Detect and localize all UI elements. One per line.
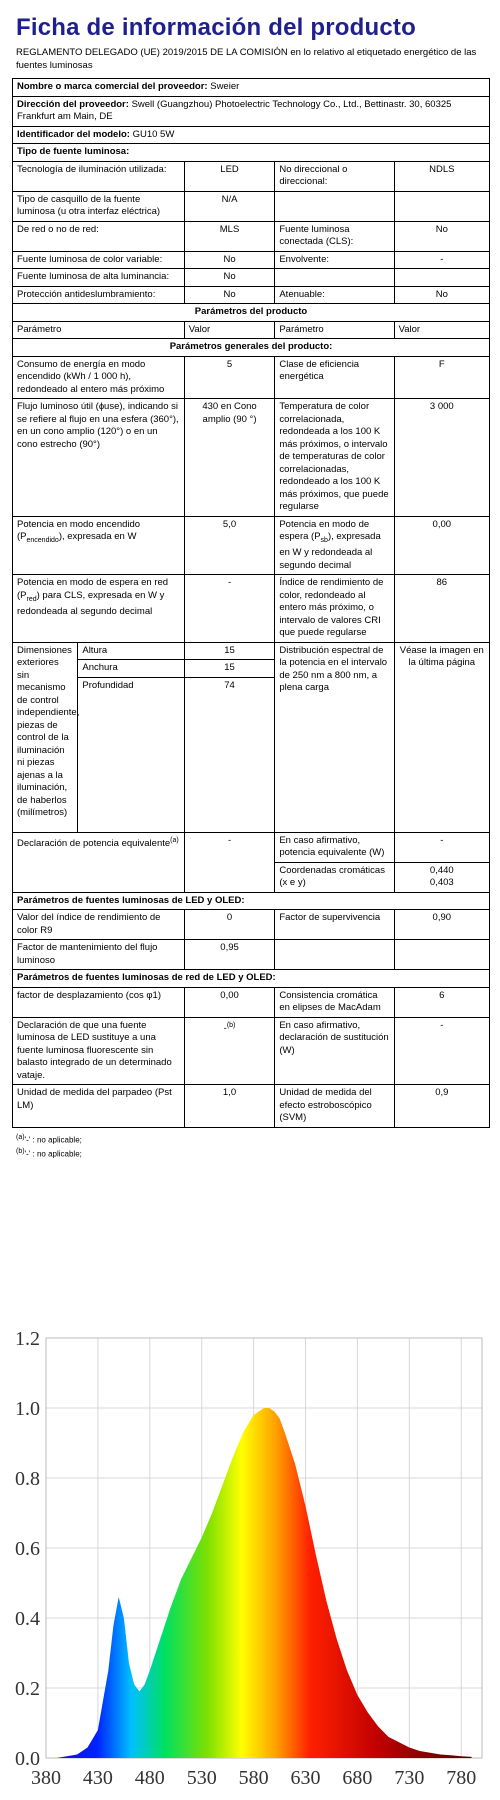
row-value: - — [184, 575, 275, 643]
col-param: Parámetro — [275, 321, 394, 339]
y-tick-label: 0.4 — [15, 1608, 40, 1630]
width-value: 15 — [185, 660, 275, 678]
source-type-heading: Tipo de fuente luminosa: — [13, 144, 490, 162]
row-label: Factor de mantenimiento del flujo luminoso — [13, 940, 185, 970]
x-tick-label: 680 — [342, 1767, 373, 1789]
table-row — [13, 1017, 490, 1085]
row-value: LED — [184, 161, 275, 191]
table-row — [13, 575, 490, 643]
params-heading: Parámetros del producto — [13, 304, 490, 322]
row-label: factor de desplazamiento (cos φ1) — [13, 987, 185, 1017]
height-label: Altura — [78, 643, 184, 660]
row-label — [13, 832, 185, 892]
table-row — [13, 191, 490, 221]
x-tick-label: 430 — [82, 1767, 113, 1789]
row-value — [394, 940, 489, 970]
dimensions-values — [184, 642, 275, 832]
label-part: ), expresada en W — [58, 531, 137, 542]
row-value: 86 — [394, 575, 489, 643]
row-value — [394, 191, 489, 221]
row-label: Fuente luminosa conectada (CLS): — [275, 221, 394, 251]
row-label: Fuente luminosa de color variable: — [13, 251, 185, 269]
row-label: Protección antideslumbramiento: — [13, 286, 185, 304]
label-superscript: (a) — [170, 836, 179, 844]
row-label: Tipo de casquillo de la fuente luminosa (u otra interfaz eléctrica) — [13, 191, 185, 221]
row-label — [275, 191, 394, 221]
footnotes — [16, 1132, 490, 1159]
x-tick-label: 530 — [186, 1767, 217, 1789]
chroma-x: 0,440 — [429, 864, 454, 876]
footnote-b — [16, 1146, 490, 1160]
row-label: De red o no de red: — [13, 221, 185, 251]
row-label: Valor del índice de rendimiento de color R9 — [13, 910, 185, 940]
row-label — [13, 516, 185, 575]
page-title: Ficha de información del producto — [16, 14, 416, 41]
label-part: Declaración de potencia equivalente — [17, 838, 171, 850]
row-label: Unidad de medida del efecto estroboscópico (SVM) — [275, 1085, 394, 1128]
row-value: 1,0 — [184, 1085, 275, 1128]
row-label: Declaración de que una fuente luminosa de LED sustituye a una fuente luminosa fluorescente sin balasto integrado de un determinado vataje. — [13, 1017, 185, 1085]
x-tick-label: 730 — [394, 1767, 425, 1789]
row-value: 0,9 — [394, 1085, 489, 1128]
general-heading: Parámetros generales del producto: — [13, 339, 490, 357]
row-value: 0,90 — [394, 910, 489, 940]
depth-value: 74 — [224, 679, 235, 691]
row-value: - — [394, 251, 489, 269]
regulation-text: REGLAMENTO DELEGADO (UE) 2019/2015 DE LA COMISIÓN en lo relativo al etiquetado energético de las fuentes luminosas — [16, 47, 477, 71]
col-value: Valor — [184, 321, 275, 339]
row-value: 6 — [394, 987, 489, 1017]
supplier-label: Nombre o marca comercial del proveedor: — [17, 81, 208, 92]
table-row — [13, 987, 490, 1017]
row-value: N/A — [184, 191, 275, 221]
label-part: ) para CLS, expresada en W y redondeada al segundo decimal — [17, 589, 165, 618]
row-label: Temperatura de color correlacionada, redondeada a los 100 K más próximos, o intervalo de temperaturas de color correlacionadas, redondeado a los 100 K más próximos, que puede regularse — [275, 399, 394, 517]
row-value: MLS — [184, 221, 275, 251]
row-value: No — [394, 221, 489, 251]
row-value: NDLS — [394, 161, 489, 191]
table-row — [13, 1085, 490, 1128]
table-row — [13, 269, 490, 287]
row-value — [394, 269, 489, 287]
row-value: - — [394, 1017, 489, 1085]
table-row — [13, 832, 490, 862]
model-row — [13, 126, 490, 144]
row-value: - — [184, 832, 275, 892]
row-label: Índice de rendimiento de color, redondeado al entero más próximo, o intervalo de valores CRI que puede regularse — [275, 575, 394, 643]
table-row — [13, 221, 490, 251]
model-label: Identificador del modelo: — [17, 128, 130, 140]
x-tick-label: 630 — [290, 1767, 321, 1789]
col-value: Valor — [394, 321, 489, 339]
dimensions-label: Dimensiones exteriores sin mecanismo de control independiente, piezas de control de la iluminación ni piezas ajenas a la iluminación, de haberlos (milímetros) — [13, 643, 78, 832]
address-row — [13, 96, 490, 126]
table-row — [13, 286, 490, 304]
value-part: - — [223, 1023, 227, 1035]
model-value: GU10 5W — [132, 128, 175, 140]
y-tick-label: 1.2 — [15, 1328, 40, 1350]
row-label: Unidad de medida del parpadeo (Pst LM) — [13, 1085, 185, 1128]
footnote-text: '-' : no aplicable; — [24, 1135, 82, 1145]
row-label: Envolvente: — [275, 251, 394, 269]
footnote-a — [16, 1132, 490, 1146]
y-tick-label: 0.6 — [15, 1538, 40, 1560]
row-value: 0,00 — [394, 516, 489, 575]
depth-label: Profundidad — [82, 679, 134, 691]
row-value: No — [394, 286, 489, 304]
height-value: 15 — [185, 643, 275, 661]
y-tick-label: 1.0 — [15, 1398, 40, 1420]
label-subscript: encendido — [26, 536, 59, 544]
mains-heading: Parámetros de fuentes luminosas de red de LED y OLED: — [13, 970, 490, 988]
label-part: ), expresada en W y redondeada al segundo decimal — [279, 531, 381, 571]
info-table — [12, 78, 490, 1128]
row-label: Consumo de energía en modo encendido (kWh / 1 000 h), redondeado al entero más próximo — [13, 356, 185, 399]
row-label: Tecnología de iluminación utilizada: — [13, 161, 185, 191]
row-value: 3 000 — [394, 399, 489, 517]
label-part: Potencia en modo encendido (P — [17, 518, 141, 542]
label-part: Potencia en modo de espera en red (P — [17, 577, 169, 601]
table-row — [13, 940, 490, 970]
params-column-header — [13, 321, 490, 339]
x-tick-label: 580 — [238, 1767, 269, 1789]
row-label: Factor de supervivencia — [275, 910, 394, 940]
dimensions-subtable — [13, 643, 184, 832]
row-label: Distribución espectral de la potencia en el intervalo de 250 nm a 800 nm, a plena carga — [275, 642, 394, 832]
row-label — [13, 575, 185, 643]
chroma-y: 0,403 — [429, 877, 454, 889]
x-tick-label: 480 — [134, 1767, 165, 1789]
label-part: Potencia en modo de espera (P — [279, 518, 370, 542]
footnote-mark: (b) — [16, 1147, 25, 1155]
led-oled-heading: Parámetros de fuentes luminosas de LED y OLED: — [13, 892, 490, 910]
row-label — [275, 269, 394, 287]
spectrum-chart — [0, 1320, 500, 1800]
table-row — [13, 161, 490, 191]
row-label: Atenuable: — [275, 286, 394, 304]
label-subscript: sb — [320, 536, 328, 544]
row-value: Véase la imagen en la última página — [394, 642, 489, 832]
row-label: En caso afirmativo, declaración de sustitución (W) — [275, 1017, 394, 1085]
table-row — [13, 910, 490, 940]
row-label — [275, 516, 394, 575]
y-tick-label: 0.0 — [15, 1748, 40, 1770]
spectrum-area — [46, 1408, 472, 1758]
row-value: 430 en Cono amplio (90 °) — [184, 399, 275, 517]
row-label: En caso afirmativo, potencia equivalente (W) — [275, 832, 394, 862]
row-value: F — [394, 356, 489, 399]
footnote-text: '-' : no aplicable; — [24, 1149, 82, 1159]
row-value: 0 — [184, 910, 275, 940]
row-label: No direccional o direccional: — [275, 161, 394, 191]
footnote-mark: (a) — [16, 1133, 25, 1141]
row-label: Consistencia cromática en elipses de MacAdam — [275, 987, 394, 1017]
x-tick-label: 380 — [31, 1767, 61, 1789]
row-value — [184, 1017, 275, 1085]
row-label — [275, 940, 394, 970]
table-row — [13, 356, 490, 399]
row-label: Clase de eficiencia energética — [275, 356, 394, 399]
table-row — [13, 251, 490, 269]
row-value: No — [184, 251, 275, 269]
row-label: Flujo luminoso útil (ɸuse), indicando si se refiere al flujo en una esfera (360°), en un cono amplio (120°) o en un cono estrecho (90°) — [13, 399, 185, 517]
y-tick-label: 0.2 — [15, 1678, 40, 1700]
dimensions-cell — [13, 642, 185, 832]
product-info-sheet — [12, 6, 490, 1159]
table-row — [13, 642, 490, 832]
row-value: 0,95 — [184, 940, 275, 970]
address-value: Swell (Guangzhou) Photoelectric Technology Co., Ltd., Bettinastr. 30, 60325 Frankfurt am Main, DE — [17, 98, 452, 122]
table-row — [13, 516, 490, 575]
address-label: Dirección del proveedor: — [17, 98, 129, 110]
row-value — [394, 862, 489, 892]
row-value: No — [184, 286, 275, 304]
x-tick-label: 780 — [446, 1767, 477, 1789]
label-subscript: red — [26, 595, 37, 603]
row-value: - — [394, 832, 489, 862]
row-value: No — [184, 269, 275, 287]
supplier-value: Sweier — [210, 81, 240, 92]
row-label: Fuente luminosa de alta luminancia: — [13, 269, 185, 287]
col-param: Parámetro — [13, 321, 185, 339]
row-value: 5 — [184, 356, 275, 399]
row-value: 5,0 — [184, 516, 275, 575]
value-superscript: (b) — [226, 1021, 236, 1029]
width-label: Anchura — [78, 660, 184, 678]
supplier-row — [13, 79, 490, 97]
row-label: Coordenadas cromáticas (x e y) — [275, 862, 394, 892]
row-value: 0,00 — [184, 987, 275, 1017]
y-tick-label: 0.8 — [15, 1468, 40, 1490]
table-row — [13, 399, 490, 517]
